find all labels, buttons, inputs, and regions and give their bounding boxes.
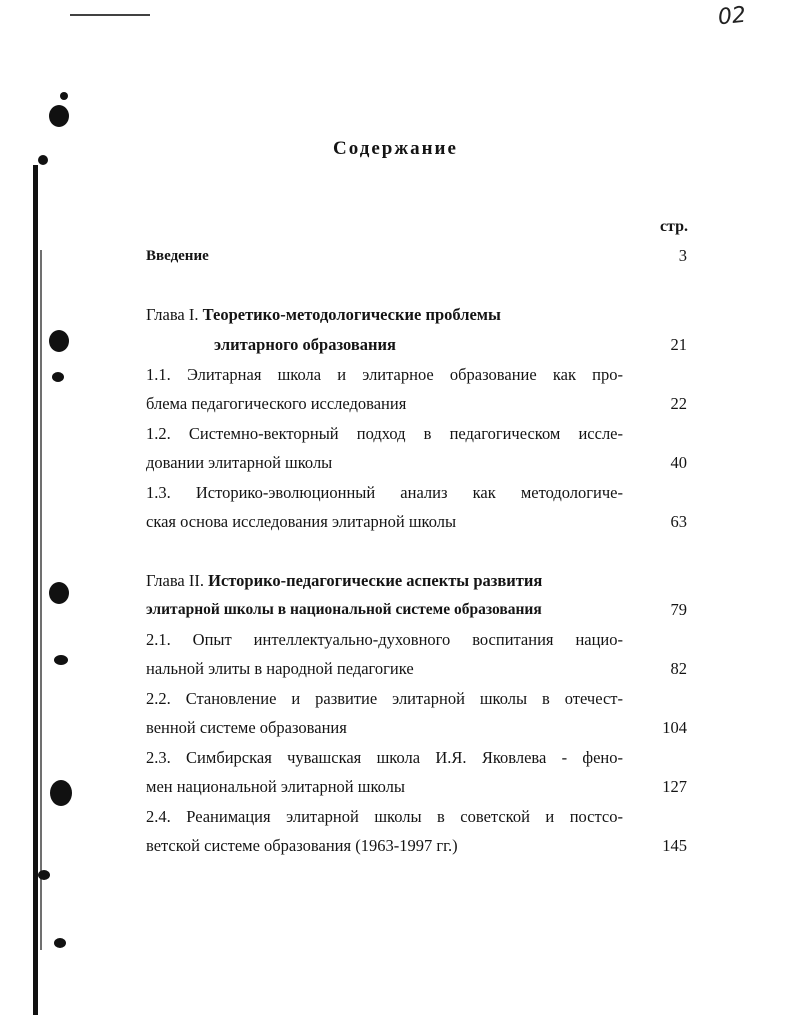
- toc-intro-label: Введение: [146, 248, 209, 264]
- toc-section-2-3-line1: 2.3. Симбирская чувашская школа И.Я. Яковлева - фено-: [146, 748, 623, 767]
- scan-speck: [54, 655, 68, 665]
- toc-intro-page: 3: [678, 246, 687, 265]
- toc-section-2-1-page: 82: [670, 659, 687, 678]
- binding-edge-shadow: [33, 165, 38, 1015]
- chapter1-prefix: Глава I.: [146, 305, 199, 324]
- toc-section-2-2-line1: 2.2. Становление и развитие элитарной школы в отечест-: [146, 689, 623, 708]
- chapter2-title-line1: Историко-педагогические аспекты развития: [208, 571, 543, 590]
- chapter1-title-line2: элитарного образования: [214, 335, 396, 354]
- chapter2-page: 79: [670, 600, 687, 619]
- handwritten-page-number: 02: [716, 2, 748, 31]
- toc-section-1-1-line1: 1.1. Элитарная школа и элитарное образование как про-: [146, 365, 623, 384]
- toc-section-1-3-line1: 1.3. Историко-эволюционный анализ как методологиче-: [146, 483, 623, 502]
- scan-speck: [38, 870, 50, 880]
- toc-chapter2-title: [146, 570, 542, 592]
- page-title: Содержание: [333, 138, 458, 159]
- scan-speck: [54, 938, 66, 948]
- toc-section-2-1-line2: нальной элиты в народной педагогике: [146, 659, 414, 678]
- chapter2-title-line2: элитарной школы в национальной системе образования: [146, 601, 542, 618]
- punch-hole-mark: [49, 105, 69, 127]
- top-edge-mark: [70, 14, 150, 16]
- toc-section-1-3-line2: ская основа исследования элитарной школы: [146, 512, 457, 531]
- toc-section-2-3-line2: мен национальной элитарной школы: [146, 777, 405, 796]
- scan-speck: [60, 92, 68, 100]
- punch-hole-mark: [49, 330, 69, 352]
- punch-hole-mark: [49, 582, 69, 604]
- chapter1-page: 21: [670, 335, 687, 354]
- scan-speck: [52, 372, 64, 382]
- chapter2-prefix: Глава II.: [146, 571, 204, 590]
- toc-section-2-4-line1: 2.4. Реанимация элитарной школы в советской и постсо-: [146, 807, 623, 826]
- binding-edge-shadow-thin: [40, 250, 42, 950]
- toc-section-2-1-line1: 2.1. Опыт интеллектуально-духовного воспитания нацио-: [146, 630, 623, 649]
- toc-section-2-3-page: 127: [662, 777, 687, 796]
- page-column-header: стр.: [659, 218, 688, 235]
- toc-section-1-3-page: 63: [670, 512, 687, 531]
- toc-section-2-2-page: 104: [662, 718, 687, 737]
- toc-chapter1-title: [146, 304, 501, 326]
- toc-section-2-4-line2: ветской системе образования (1963-1997 гг.): [146, 836, 458, 855]
- toc-section-1-2-line1: 1.2. Системно-векторный подход в педагогическом иссле-: [146, 424, 623, 443]
- toc-section-1-1-page: 22: [670, 394, 687, 413]
- toc-section-1-1-line2: блема педагогического исследования: [146, 394, 407, 413]
- toc-section-1-2-line2: довании элитарной школы: [146, 453, 333, 472]
- chapter1-title-line1: Теоретико-методологические проблемы: [202, 305, 501, 324]
- toc-section-2-2-line2: венной системе образования: [146, 718, 347, 737]
- scan-speck: [50, 780, 72, 806]
- toc-section-1-2-page: 40: [670, 453, 687, 472]
- toc-section-2-4-page: 145: [662, 836, 687, 855]
